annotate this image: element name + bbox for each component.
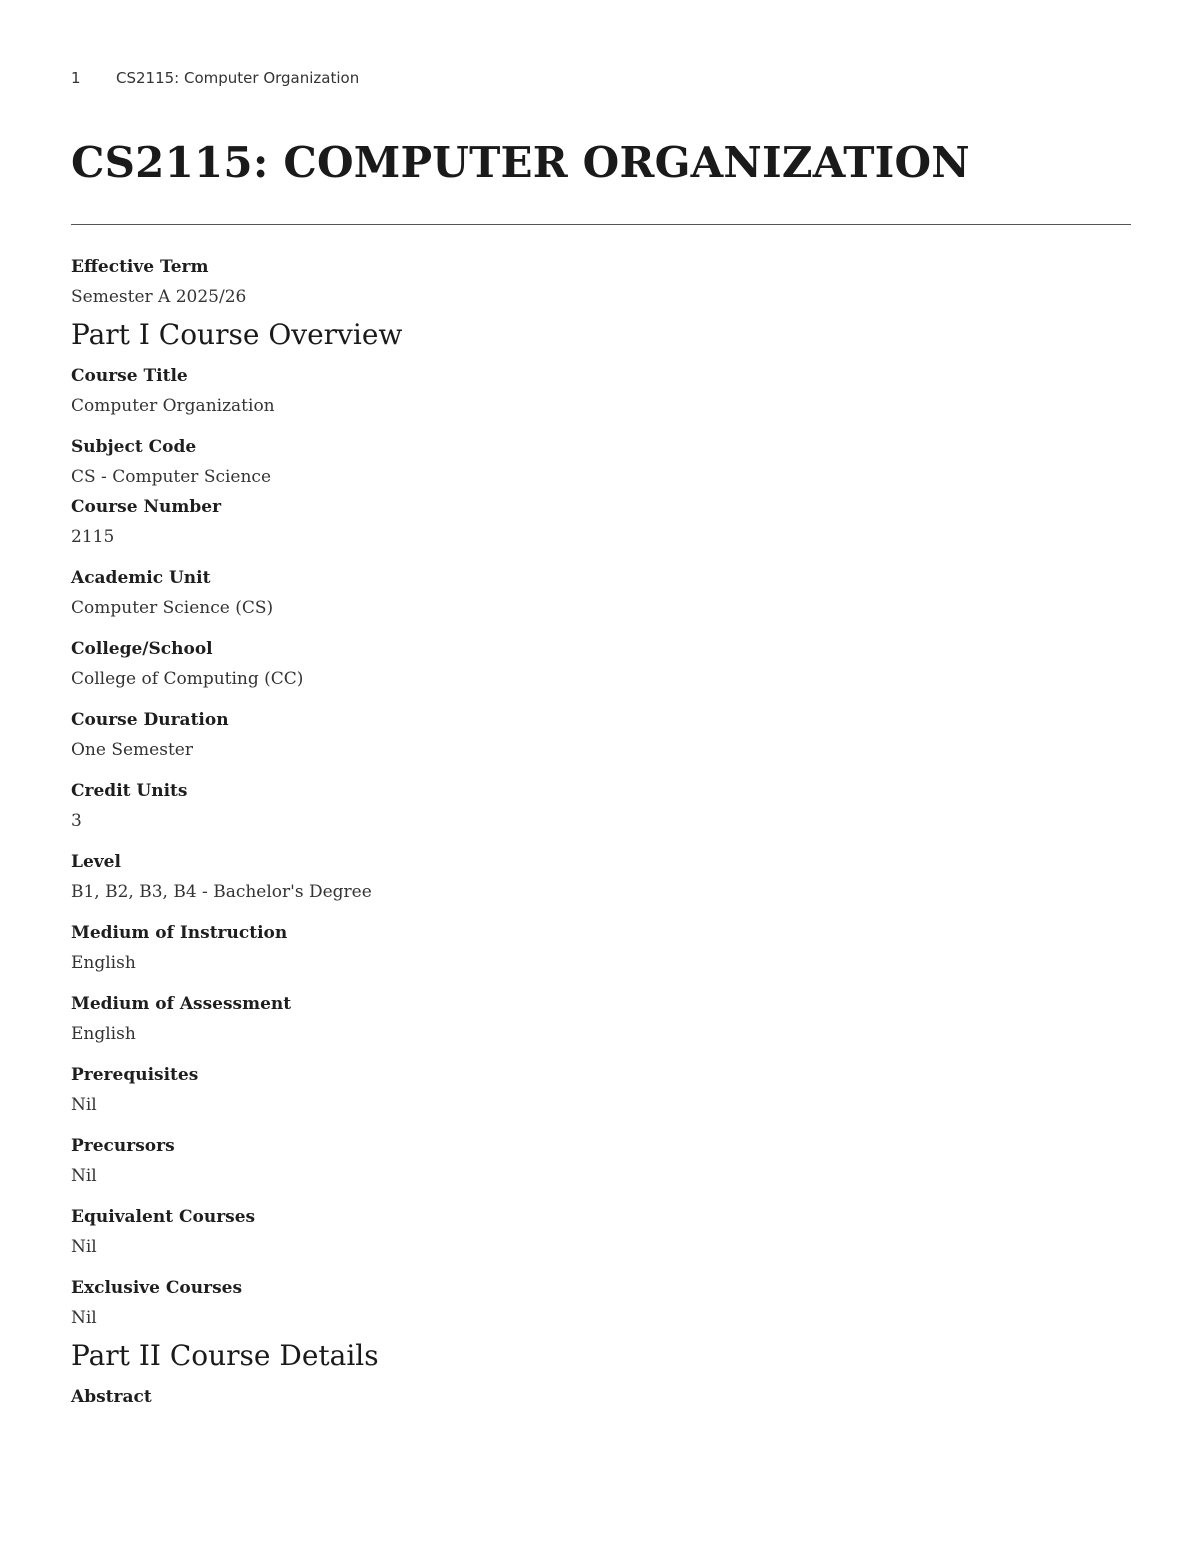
field-value: Nil bbox=[71, 1095, 97, 1115]
field-college-school bbox=[71, 634, 1131, 694]
document-title: CS2115: COMPUTER ORGANIZATION bbox=[71, 138, 970, 187]
field-value: Computer Organization bbox=[71, 396, 275, 416]
document-content bbox=[71, 252, 1131, 1412]
title-divider bbox=[71, 224, 1131, 225]
field-value: English bbox=[71, 953, 136, 973]
field-value: B1, B2, B3, B4 - Bachelor's Degree bbox=[71, 882, 372, 902]
field-label: Subject Code bbox=[71, 437, 197, 457]
running-title: CS2115: Computer Organization bbox=[116, 69, 360, 87]
field-exclusive-courses bbox=[71, 1273, 1131, 1333]
field-value: 3 bbox=[71, 811, 82, 831]
field-credit-units bbox=[71, 776, 1131, 836]
field-level bbox=[71, 847, 1131, 907]
field-label: Equivalent Courses bbox=[71, 1207, 256, 1227]
field-value: 2115 bbox=[71, 527, 115, 547]
field-value: One Semester bbox=[71, 740, 193, 760]
field-course-duration bbox=[71, 705, 1131, 765]
field-value: English bbox=[71, 1024, 136, 1044]
field-label: Credit Units bbox=[71, 781, 188, 801]
field-effective-term bbox=[71, 252, 1131, 312]
field-value: Nil bbox=[71, 1308, 97, 1328]
field-label: College/School bbox=[71, 639, 213, 659]
running-header bbox=[71, 69, 359, 87]
field-label: Effective Term bbox=[71, 257, 209, 277]
field-medium-of-assessment bbox=[71, 989, 1131, 1049]
field-value: CS - Computer Science bbox=[71, 467, 272, 487]
field-label: Abstract bbox=[71, 1387, 152, 1407]
field-label: Exclusive Courses bbox=[71, 1278, 243, 1298]
field-label: Level bbox=[71, 852, 121, 872]
field-label: Prerequisites bbox=[71, 1065, 199, 1085]
field-course-title bbox=[71, 361, 1131, 421]
field-value: Nil bbox=[71, 1166, 97, 1186]
field-label: Course Number bbox=[71, 497, 222, 517]
field-course-number bbox=[71, 492, 1131, 552]
section-heading-part-1: Part I Course Overview bbox=[71, 318, 403, 351]
field-label: Medium of Instruction bbox=[71, 923, 288, 943]
page-number: 1 bbox=[71, 69, 81, 87]
field-subject-code bbox=[71, 432, 1131, 492]
field-label: Course Duration bbox=[71, 710, 229, 730]
field-prerequisites bbox=[71, 1060, 1131, 1120]
field-label: Medium of Assessment bbox=[71, 994, 292, 1014]
field-abstract bbox=[71, 1382, 1131, 1412]
field-value: Semester A 2025/26 bbox=[71, 287, 247, 307]
field-label: Course Title bbox=[71, 366, 188, 386]
section-heading-part-2: Part II Course Details bbox=[71, 1339, 379, 1372]
field-value: Nil bbox=[71, 1237, 97, 1257]
field-value: Computer Science (CS) bbox=[71, 598, 274, 618]
field-value: College of Computing (CC) bbox=[71, 669, 304, 689]
field-label: Academic Unit bbox=[71, 568, 211, 588]
field-precursors bbox=[71, 1131, 1131, 1191]
field-label: Precursors bbox=[71, 1136, 175, 1156]
field-medium-of-instruction bbox=[71, 918, 1131, 978]
field-academic-unit bbox=[71, 563, 1131, 623]
field-equivalent-courses bbox=[71, 1202, 1131, 1262]
